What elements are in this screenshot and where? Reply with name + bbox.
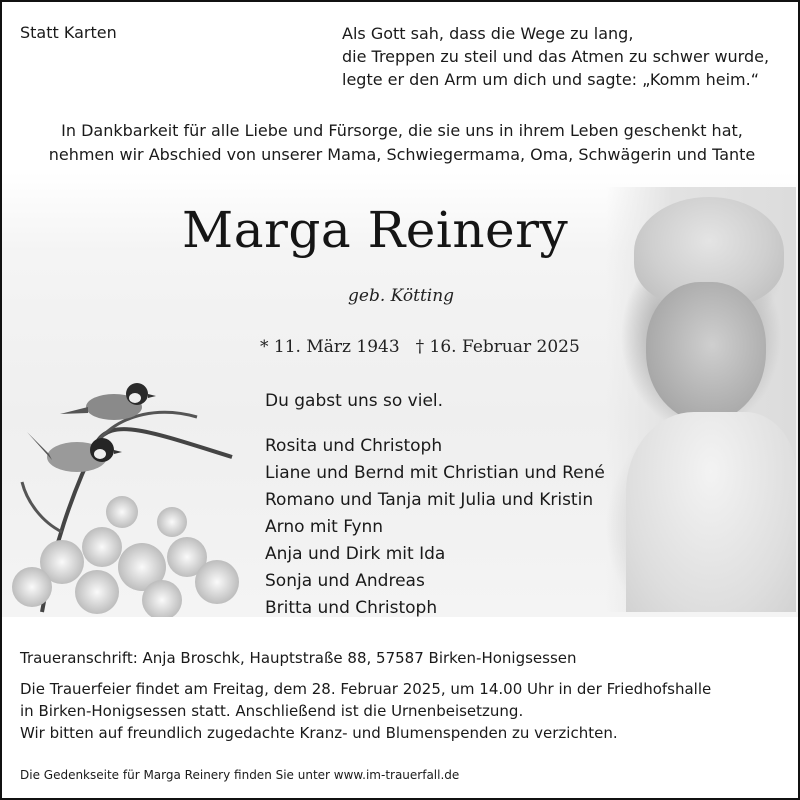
family-member: Britta und Christoph: [265, 598, 438, 618]
service-line: Wir bitten auf freundlich zugedachte Kranz- und Blumenspenden zu verzichten.: [20, 724, 618, 742]
memorial-website-note[interactable]: Die Gedenkseite für Marga Reinery finden Sie unter www.im-trauerfall.de: [20, 768, 460, 782]
birds-illustration: [2, 372, 252, 617]
family-member: Arno mit Fynn: [265, 517, 384, 537]
intro-line: In Dankbarkeit für alle Liebe und Fürsorge, die sie uns in ihrem Leben geschenkt hat,: [61, 121, 743, 140]
life-dates: [260, 337, 580, 357]
service-line: in Birken-Honigsessen statt. Anschließend ist die Urnenbeisetzung.: [20, 702, 524, 720]
portrait-photo: [606, 187, 796, 612]
deceased-name: Marga Reinery: [182, 201, 569, 259]
birth-name: geb. Kötting: [348, 286, 455, 306]
family-list: [265, 433, 605, 622]
branch-left: [22, 482, 62, 532]
poem: [342, 22, 792, 91]
portrait-face: [646, 282, 766, 422]
flower-cluster: [12, 496, 239, 617]
intro-text: [2, 119, 800, 167]
portrait-sweater: [626, 412, 796, 612]
poem-line: die Treppen zu steil und das Atmen zu schwer wurde,: [342, 47, 770, 66]
bird-lower: [27, 432, 122, 472]
statt-karten-label: Statt Karten: [20, 23, 117, 42]
family-member: Sonja und Andreas: [265, 571, 425, 591]
poem-line: Als Gott sah, dass die Wege zu lang,: [342, 24, 634, 43]
family-member: Rosita und Christoph: [265, 436, 443, 456]
birth-date: * 11. März 1943: [260, 337, 400, 357]
family-member: Anja und Dirk mit Ida: [265, 544, 446, 564]
intro-line: nehmen wir Abschied von unserer Mama, Schwiegermama, Oma, Schwägerin und Tante: [48, 145, 756, 164]
mourning-address: Traueranschrift: Anja Broschk, Hauptstraße 88, 57587 Birken-Honigsessen: [20, 649, 577, 667]
footer-info: [20, 647, 790, 744]
service-line: Die Trauerfeier findet am Freitag, dem 28. Februar 2025, um 14.00 Uhr in der Friedhofshalle: [20, 680, 712, 698]
family-member: Romano und Tanja mit Julia und Kristin: [265, 490, 594, 510]
death-date: † 16. Februar 2025: [415, 337, 580, 357]
poem-line: legte er den Arm um dich und sagte: „Komm heim.“: [342, 70, 759, 89]
family-member: Liane und Bernd mit Christian und René: [265, 463, 605, 483]
lead-text: Du gabst uns so viel.: [265, 391, 444, 411]
